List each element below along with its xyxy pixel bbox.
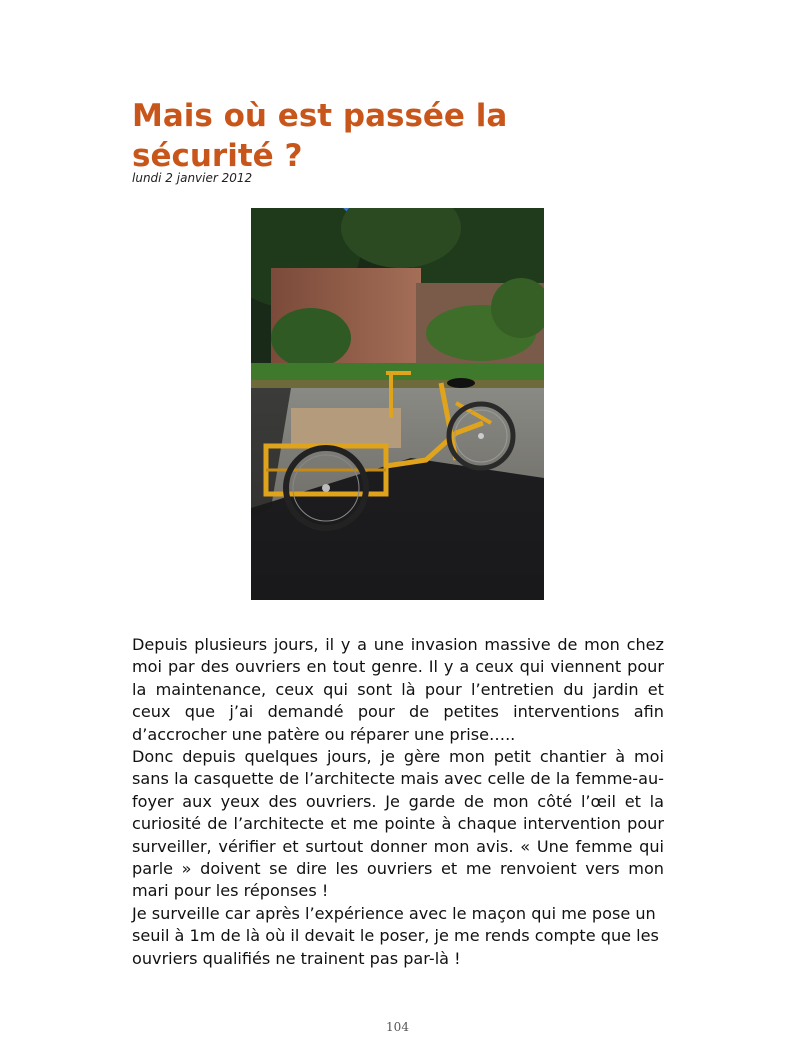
body-paragraph: Je surveille car après l’expérience avec le maçon qui me pose un seuil à 1m de là où il devait le poser, je me rends compte que les ouvriers qualifiés ne trainent pas par-là ! [132,903,659,968]
page-number: 104 [386,1020,409,1034]
post-date: lundi 2 janvier 2012 [132,171,253,185]
tricycle-photo [251,208,544,600]
body-paragraph: Donc depuis quelques jours, je gère mon petit chantier à moi sans la casquette de l’architecte mais avec celle de la femme-au-foyer aux yeux des ouvriers. Je garde de mon côté l’œil et la curiosité de l’architecte et me pointe à chaque intervention pour surveiller, vérifier et surtout donner mon avis. « Une femme qui parle » doivent se dire les ouvriers et me renvoient vers mon mari pour les réponses ! [132,747,664,901]
body-paragraph: Depuis plusieurs jours, il y a une invasion massive de mon chez moi par des ouvriers en tout genre. Il y a ceux qui viennent pour la maintenance, ceux qui sont là pour l’entretien du jardin et ceux que j’ai demandé pour de petites interventions afin d’accrocher une patère ou réparer une prise….. [132,635,664,744]
page-title: Mais où est passée la sécurité ? [132,98,508,174]
article-body [132,634,664,970]
